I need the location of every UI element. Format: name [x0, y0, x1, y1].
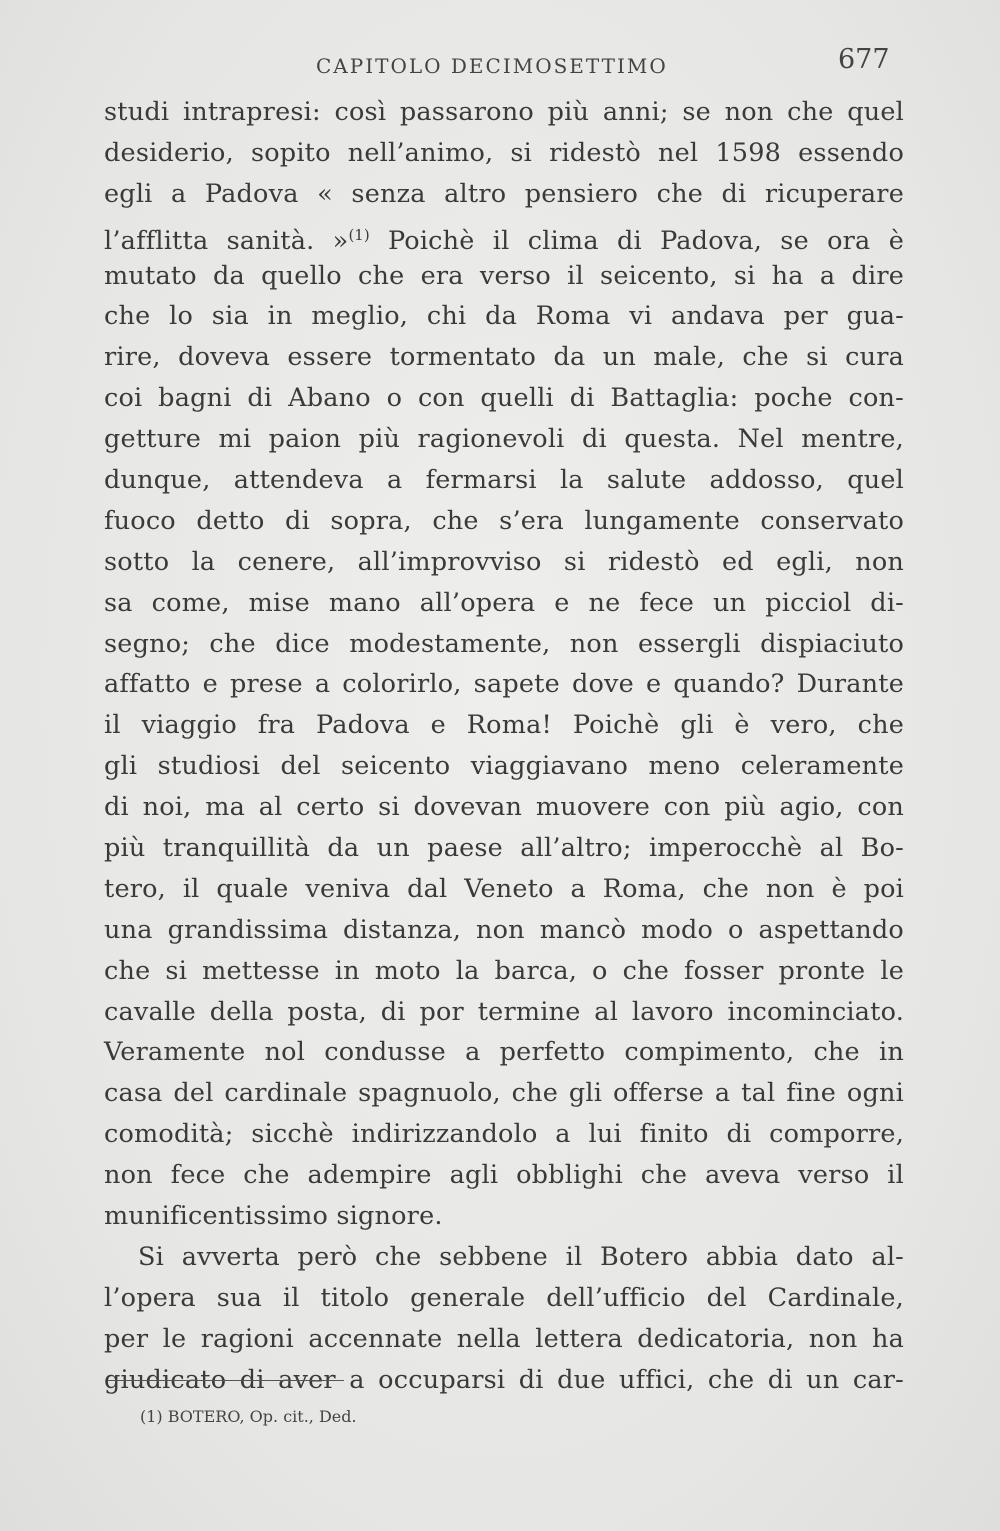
text-line-17: gli studiosi del seicento viaggiavano meno celeramente: [104, 751, 904, 782]
page-number: 677: [838, 44, 890, 75]
footnote: (1) BOTERO, Op. cit., Ded.: [140, 1407, 357, 1426]
body-text: [104, 92, 904, 1401]
text-line-26: comodità; sicchè indirizzandolo a lui finito di comporre,: [104, 1119, 904, 1150]
text-line-11: fuoco detto di sopra, che s’era lungamente conservato: [104, 505, 904, 536]
text-line-20: tero, il quale veniva dal Veneto a Roma, che non è poi: [104, 873, 904, 904]
text-line-29: Si avverta però che sebbene il Botero abbia dato al-: [138, 1241, 904, 1272]
text-line-9: getture mi paion più ragionevoli di questa. Nel mentre,: [104, 424, 904, 455]
footnote-reference: (1): [348, 225, 370, 244]
text-line-14: segno; che dice modestamente, non essergli dispiaciuto: [104, 628, 904, 659]
text-line-4-start: l’afflitta sanità. »: [104, 225, 349, 256]
text-line-27: non fece che adempire agli obblighi che aveva verso il: [104, 1160, 904, 1191]
text-line-23: cavalle della posta, di por termine al lavoro incominciato.: [104, 996, 904, 1027]
text-line-32: giudicato di aver a occuparsi di due uffici, che di un car-: [104, 1364, 904, 1395]
text-line-13: sa come, mise mano all’opera e ne fece un picciol di-: [104, 587, 904, 618]
text-line-25: casa del cardinale spagnuolo, che gli offerse a tal fine ogni: [104, 1078, 904, 1109]
text-line-3: egli a Padova « senza altro pensiero che di ricuperare: [104, 178, 904, 209]
text-line-16: il viaggio fra Padova e Roma! Poichè gli è vero, che: [104, 710, 904, 741]
text-line-7: rire, doveva essere tormentato da un male, che si cura: [104, 342, 904, 373]
text-line-8: coi bagni di Abano o con quelli di Battaglia: poche con-: [104, 383, 904, 414]
text-line-28: munificentissimo signore.: [104, 1201, 443, 1232]
text-line-24: Veramente nol condusse a perfetto compimento, che in: [104, 1037, 904, 1068]
text-line-4-end: Poichè il clima di Padova, se ora è: [387, 225, 904, 256]
text-line-22: che si mettesse in moto la barca, o che fosser pronte le: [104, 955, 904, 986]
text-line-31: per le ragioni accennate nella lettera dedicatoria, non ha: [104, 1323, 904, 1354]
text-line-30: l’opera sua il titolo generale dell’ufficio del Cardinale,: [104, 1282, 904, 1313]
text-line-2: desiderio, sopito nell’animo, si ridestò nel 1598 essendo: [104, 137, 904, 168]
text-line-18: di noi, ma al certo si dovevan muovere con più agio, con: [104, 792, 904, 823]
text-line-4: [104, 215, 904, 256]
running-title: CAPITOLO DECIMOSETTIMO: [316, 54, 668, 78]
text-line-21: una grandissima distanza, non mancò modo o aspettando: [104, 914, 904, 945]
text-line-6: che lo sia in meglio, chi da Roma vi andava per gua-: [104, 301, 904, 332]
text-line-19: più tranquillità da un paese all’altro; imperocchè al Bo-: [104, 833, 904, 864]
text-line-12: sotto la cenere, all’improvviso si ridestò ed egli, non: [104, 546, 904, 577]
text-line-10: dunque, attendeva a fermarsi la salute addosso, quel: [104, 465, 904, 496]
text-line-15: affatto e prese a colorirlo, sapete dove e quando? Durante: [104, 669, 904, 700]
running-head: [0, 40, 1000, 80]
footnote-divider: [108, 1380, 344, 1381]
text-line-5: mutato da quello che era verso il seicento, si ha a dire: [104, 260, 904, 291]
text-line-1: studi intrapresi: così passarono più anni; se non che quel: [104, 97, 904, 127]
